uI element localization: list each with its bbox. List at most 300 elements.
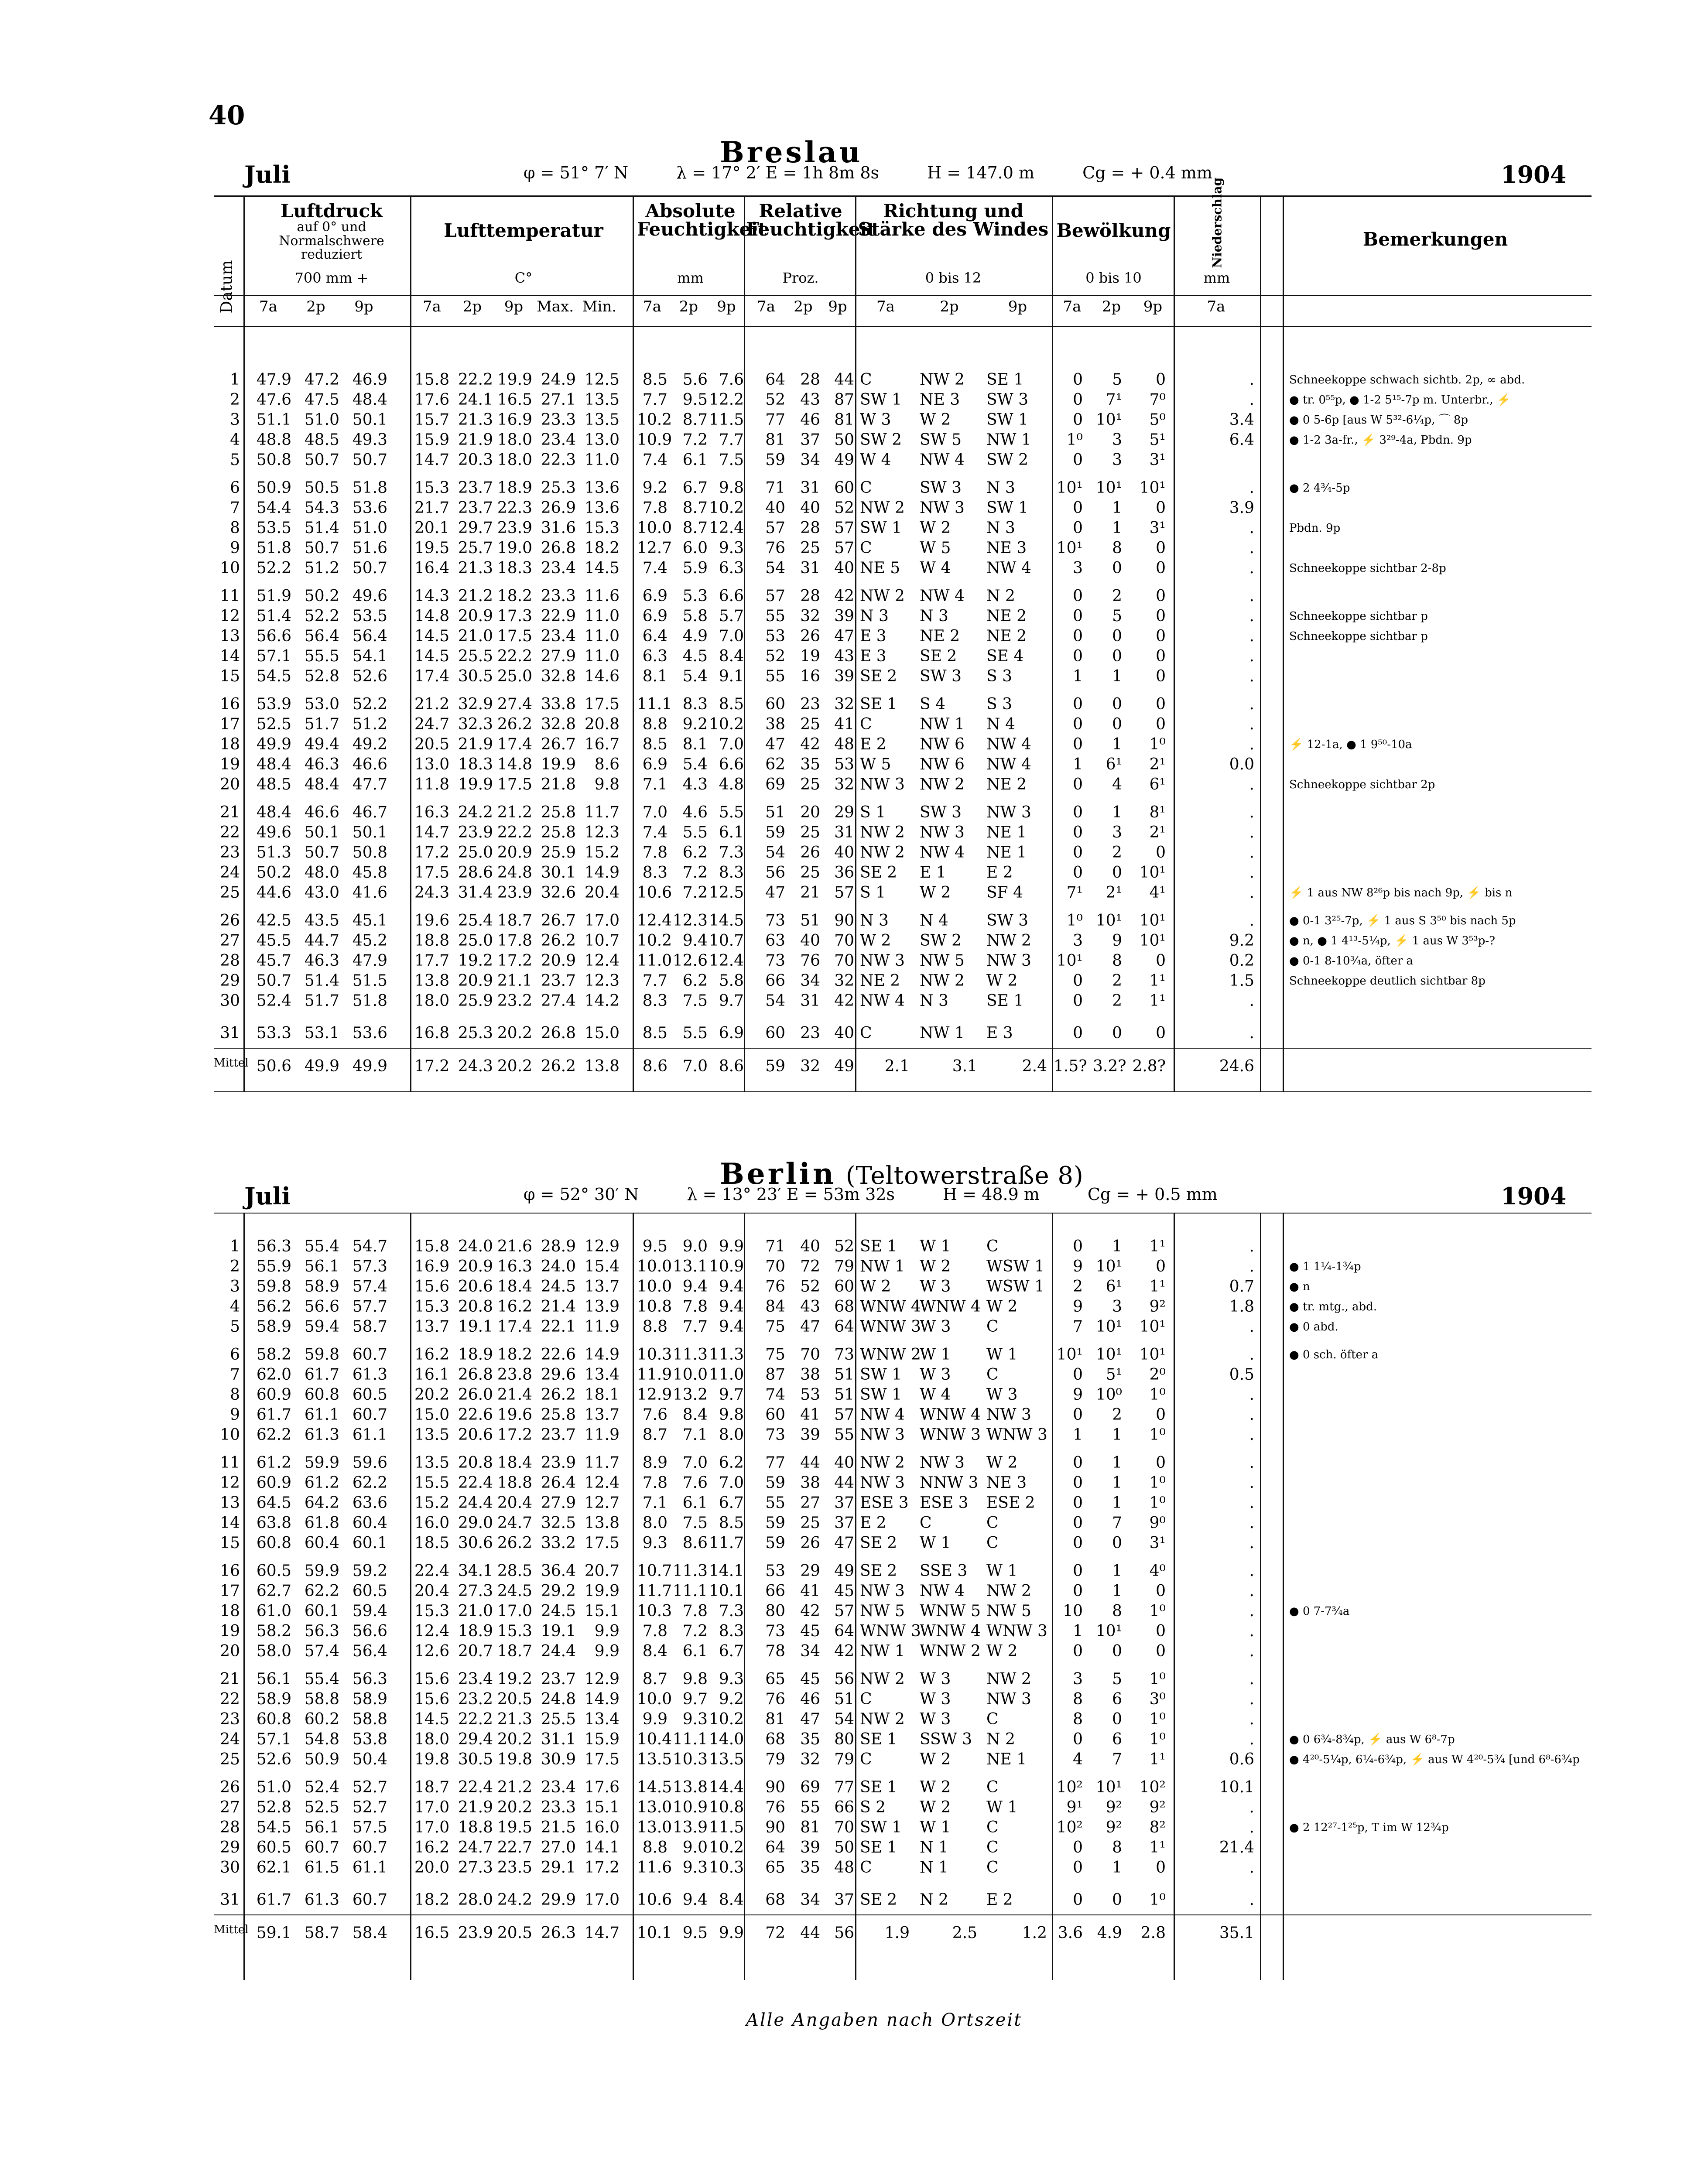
wind-value: W 3 — [860, 411, 891, 429]
wind-value: E 2 — [860, 735, 887, 753]
pressure-value: 59.9 — [304, 1454, 339, 1472]
temperature-value: 14.6 — [584, 667, 620, 685]
temperature-value: 28.0 — [458, 1891, 493, 1909]
temperature-value: 32.5 — [541, 1514, 576, 1532]
temperature-value: 17.4 — [497, 1318, 532, 1336]
cloud-value: 8¹ — [1149, 803, 1166, 821]
pressure-value: 50.4 — [352, 1750, 387, 1768]
rel-humidity-value: 77 — [834, 1778, 854, 1796]
rel-humidity-value: 39 — [800, 1839, 820, 1856]
cloud-value: 4 — [1073, 1750, 1083, 1768]
column-rule — [633, 195, 634, 1091]
day-number: 7 — [230, 1366, 240, 1384]
pressure-value: 59.6 — [352, 1454, 387, 1472]
wind-value: SE 2 — [860, 1562, 897, 1580]
abs-humidity-value: 7.2 — [682, 431, 708, 449]
page-number: 40 — [209, 100, 245, 131]
table-row — [214, 1750, 1592, 1770]
day-number: 28 — [220, 952, 240, 970]
pressure-value: 52.2 — [304, 607, 339, 625]
rel-humidity-value: 81 — [765, 1710, 785, 1728]
cloud-value: 9 — [1112, 932, 1122, 950]
wind-value: N 3 — [860, 912, 889, 930]
wind-value: NW 2 — [860, 499, 905, 517]
header-rule — [214, 326, 1592, 327]
cloud-value: 3 — [1112, 431, 1122, 449]
wind-value: NW 3 — [920, 499, 965, 517]
temperature-value: 15.6 — [414, 1278, 450, 1296]
cloud-value: 7¹ — [1106, 391, 1122, 409]
rel-humidity-value: 70 — [765, 1258, 785, 1275]
temperature-value: 26.9 — [541, 499, 576, 517]
cloud-value: 10¹ — [1095, 411, 1122, 429]
temperature-value: 23.4 — [458, 1670, 493, 1688]
rel-humidity-value: 34 — [800, 1891, 820, 1909]
luftdruck-title: Luftdruck — [280, 200, 383, 222]
pressure-value: 50.8 — [256, 451, 291, 469]
precip-value: 1.5 — [1229, 972, 1254, 990]
precip-value: . — [1249, 1024, 1254, 1042]
rel-humidity-value: 45 — [800, 1670, 820, 1688]
pressure-value: 60.5 — [256, 1839, 291, 1856]
table-row — [214, 1581, 1592, 1601]
wind-value: S 1 — [860, 884, 886, 902]
abs-humidity-value: 13.0 — [637, 1819, 672, 1836]
abs-humidity-value: 8.4 — [719, 1891, 744, 1909]
wind-value: NW 2 — [860, 1454, 905, 1472]
cloud-value: 0 — [1073, 519, 1083, 537]
pressure-value: 60.5 — [352, 1582, 387, 1600]
cloud-value: 10¹ — [1095, 1318, 1122, 1336]
cloud-value: 0 — [1112, 864, 1122, 882]
temperature-value: 15.7 — [414, 411, 450, 429]
temperature-value: 29.6 — [541, 1366, 576, 1384]
abs-humidity-value: 9.5 — [642, 1237, 667, 1255]
mean-label: Mittel — [214, 1056, 249, 1070]
wind-value: W 3 — [986, 1386, 1018, 1404]
abs-humidity-value: 11.7 — [709, 1534, 744, 1552]
wind-value: WNW 4 — [920, 1298, 981, 1316]
cloud-value: 10¹ — [1139, 912, 1166, 930]
temperature-value: 24.9 — [541, 371, 576, 389]
section-rule — [214, 1213, 1592, 1214]
abs-humidity-value: 9.0 — [682, 1839, 708, 1856]
abs-humidity-value: 7.8 — [642, 1474, 667, 1492]
mean-temperature: 14.7 — [584, 1924, 620, 1942]
wind-value: W 2 — [920, 411, 951, 429]
cloud-value: 3¹ — [1149, 1534, 1166, 1552]
table-row — [214, 1778, 1592, 1798]
temperature-value: 22.1 — [541, 1318, 576, 1336]
day-number: 14 — [220, 647, 240, 665]
temperature-value: 13.8 — [414, 972, 450, 990]
wind-value: SW 3 — [986, 391, 1029, 409]
pressure-value: 48.0 — [304, 864, 339, 882]
cloud-value: 0 — [1156, 1258, 1166, 1275]
table-row — [214, 951, 1592, 971]
remark-text: ● 4²⁰-5¼p, 6¼-6¾p, ⚡ aus W 4²⁰-5¾ [und 6⁸-6¾p — [1289, 1753, 1580, 1766]
pressure-value: 52.6 — [352, 667, 387, 685]
pressure-value: 48.8 — [256, 431, 291, 449]
temperature-value: 19.9 — [584, 1582, 620, 1600]
pressure-value: 50.2 — [256, 864, 291, 882]
pressure-value: 48.5 — [256, 776, 291, 793]
table-row — [214, 1317, 1592, 1337]
abs-humidity-value: 5.6 — [682, 371, 708, 389]
precip-value: . — [1249, 1474, 1254, 1492]
temperature-value: 20.7 — [458, 1642, 493, 1660]
column-rule — [744, 195, 745, 1091]
pressure-value: 62.2 — [256, 1426, 291, 1444]
temperature-value: 20.3 — [458, 451, 493, 469]
cloud-value: 5¹ — [1106, 1366, 1122, 1384]
cloud-value: 1 — [1112, 1426, 1122, 1444]
cloud-value: 9² — [1149, 1798, 1166, 1816]
wind-value: C — [986, 1859, 999, 1877]
abs-humidity-value: 6.3 — [642, 647, 667, 665]
remark-text: ● 0 sch. öfter a — [1289, 1348, 1379, 1361]
table-row — [214, 538, 1592, 558]
mean-rel-humidity: 49 — [834, 1057, 854, 1075]
rel-humidity-value: 70 — [834, 1819, 854, 1836]
abs-humidity-value: 6.3 — [719, 559, 744, 577]
rel-humidity-value: 90 — [834, 912, 854, 930]
pressure-value: 56.3 — [352, 1670, 387, 1688]
temperature-value: 11.0 — [584, 647, 620, 665]
pressure-value: 62.1 — [256, 1859, 291, 1877]
cloud-value: 1¹ — [1149, 1237, 1166, 1255]
cloud-value: 0 — [1156, 539, 1166, 557]
day-number: 1 — [230, 1237, 240, 1255]
pressure-value: 61.7 — [304, 1366, 339, 1384]
cloud-value: 0 — [1073, 695, 1083, 713]
temperature-value: 16.5 — [497, 391, 532, 409]
wind-value: W 2 — [920, 1258, 951, 1275]
rel-humidity-value: 39 — [834, 607, 854, 625]
temperature-value: 12.4 — [414, 1622, 450, 1640]
rel-humidity-value: 32 — [800, 1750, 820, 1768]
rel-humidity-value: 57 — [834, 519, 854, 537]
mean-pressure: 59.1 — [256, 1924, 291, 1942]
rel-humidity-value: 47 — [800, 1318, 820, 1336]
obs-time-header: 2p — [679, 298, 698, 315]
temperature-value: 15.1 — [584, 1602, 620, 1620]
rel-humidity-value: 51 — [834, 1366, 854, 1384]
rel-humidity-value: 73 — [765, 1426, 785, 1444]
rel-humidity-value: 80 — [765, 1602, 785, 1620]
abs-humidity-value: 6.0 — [682, 539, 708, 557]
wind-value: N 3 — [986, 519, 1015, 537]
rel-humidity-value: 23 — [800, 1024, 820, 1042]
cloud-value: 2¹ — [1149, 824, 1166, 841]
cloud-value: 0 — [1073, 587, 1083, 605]
temperature-value: 32.6 — [541, 884, 576, 902]
day-number: 16 — [220, 695, 240, 713]
rel-humidity-value: 43 — [800, 391, 820, 409]
temperature-value: 32.3 — [458, 715, 493, 733]
rel-humidity-value: 32 — [834, 972, 854, 990]
cloud-value: 2 — [1112, 992, 1122, 1010]
temperature-value: 23.7 — [541, 1426, 576, 1444]
pressure-value: 54.7 — [352, 1237, 387, 1255]
cloud-value: 1⁰ — [1149, 1494, 1166, 1512]
day-number: 26 — [220, 1778, 240, 1796]
temperature-value: 20.5 — [497, 1690, 532, 1708]
temperature-value: 9.9 — [594, 1642, 620, 1660]
wind-value: W 2 — [860, 1278, 891, 1296]
temperature-value: 18.8 — [497, 1474, 532, 1492]
cloud-value: 10¹ — [1095, 479, 1122, 497]
remark-text: Schneekoppe sichtbar p — [1289, 630, 1428, 643]
temperature-value: 16.2 — [414, 1839, 450, 1856]
year-label: 1904 — [1501, 1182, 1567, 1210]
pressure-value: 60.7 — [352, 1406, 387, 1424]
pressure-value: 57.5 — [352, 1819, 387, 1836]
rel-humidity-value: 47 — [834, 627, 854, 645]
pressure-value: 43.5 — [304, 912, 339, 930]
temperature-value: 17.4 — [414, 667, 450, 685]
temperature-value: 8.6 — [594, 755, 620, 773]
temperature-value: 20.2 — [414, 1386, 450, 1404]
cloud-value: 1¹ — [1149, 1750, 1166, 1768]
cloud-value: 0 — [1156, 1642, 1166, 1660]
temperature-value: 27.4 — [541, 992, 576, 1010]
rel-humidity-value: 47 — [765, 884, 785, 902]
mean-temperature: 13.8 — [584, 1057, 620, 1075]
rel-humidity-value: 54 — [765, 559, 785, 577]
pressure-value: 46.6 — [304, 803, 339, 821]
pressure-value: 50.7 — [352, 559, 387, 577]
temperature-value: 20.6 — [458, 1278, 493, 1296]
precip-value: . — [1249, 715, 1254, 733]
day-number: 17 — [220, 1582, 240, 1600]
cloud-value: 3 — [1112, 824, 1122, 841]
wind-value: N 3 — [860, 607, 889, 625]
wind-value: NW 2 — [920, 371, 965, 389]
day-number: 12 — [220, 1474, 240, 1492]
obs-time-header: 2p — [794, 298, 813, 315]
temperature-value: 26.4 — [541, 1474, 576, 1492]
temperature-value: 18.3 — [458, 755, 493, 773]
day-number: 30 — [220, 992, 240, 1010]
temperature-value: 23.7 — [458, 499, 493, 517]
temperature-value: 18.4 — [497, 1454, 532, 1472]
remark-text: ● 1-2 3a-fr., ⚡ 3²⁹-4a, Pbdn. 9p — [1289, 434, 1472, 447]
wind-value: SW 5 — [920, 431, 962, 449]
pressure-value: 58.8 — [352, 1710, 387, 1728]
wind-value: NE 1 — [986, 1750, 1027, 1768]
pressure-value: 51.0 — [256, 1778, 291, 1796]
day-number: 6 — [230, 1346, 240, 1364]
rel-humidity-value: 73 — [834, 1346, 854, 1364]
abs-humidity-value: 9.3 — [682, 1859, 708, 1877]
pressure-value: 63.8 — [256, 1514, 291, 1532]
column-rule — [243, 1213, 245, 1980]
table-row — [214, 735, 1592, 755]
table-row — [214, 1818, 1592, 1838]
column-rule — [855, 195, 856, 1091]
wind-value: SE 4 — [986, 647, 1024, 665]
temperature-value: 19.6 — [497, 1406, 532, 1424]
abs-humidity-value: 10.3 — [637, 1602, 672, 1620]
rel-humidity-value: 78 — [765, 1642, 785, 1660]
temperature-value: 14.9 — [584, 1690, 620, 1708]
remark-text: Pbdn. 9p — [1289, 522, 1341, 535]
pressure-value: 49.2 — [352, 735, 387, 753]
rel-humidity-value: 55 — [834, 1426, 854, 1444]
rel-humidity-value: 50 — [834, 1839, 854, 1856]
rel-humidity-value: 71 — [765, 1237, 785, 1255]
temperature-value: 11.8 — [414, 776, 450, 793]
table-row — [214, 1601, 1592, 1621]
wind-value: W 4 — [920, 559, 951, 577]
wind-value: W 4 — [920, 1386, 951, 1404]
day-number: 30 — [220, 1859, 240, 1877]
abs-humidity-value: 13.5 — [637, 1750, 672, 1768]
table-row — [214, 498, 1592, 518]
cloud-value: 0 — [1156, 952, 1166, 970]
wind-value: C — [986, 1839, 999, 1856]
wind-value: NW 2 — [920, 776, 965, 793]
abs-humidity-unit: mm — [677, 270, 704, 286]
abs-humidity-value: 4.9 — [682, 627, 708, 645]
temperature-value: 23.9 — [541, 1454, 576, 1472]
precip-value: 3.4 — [1229, 411, 1254, 429]
obs-time-header: 7a — [1063, 298, 1082, 315]
pressure-value: 50.7 — [352, 451, 387, 469]
temperature-value: 25.9 — [458, 992, 493, 1010]
abs-humidity-value: 7.5 — [719, 451, 744, 469]
pressure-value: 58.9 — [256, 1690, 291, 1708]
abs-humidity-value: 8.4 — [642, 1642, 667, 1660]
abs-humidity-value: 7.0 — [682, 1454, 708, 1472]
precip-value: . — [1249, 647, 1254, 665]
wind-value: W 1 — [920, 1819, 951, 1836]
rel-humidity-value: 79 — [834, 1750, 854, 1768]
temperature-value: 13.6 — [584, 479, 620, 497]
wind-value: N 4 — [986, 715, 1015, 733]
rel-humidity-header: Relative Feuchtigkeit — [746, 200, 876, 240]
abs-humidity-value: 10.3 — [637, 1346, 672, 1364]
table-row — [214, 1709, 1592, 1730]
cloud-value: 1⁰ — [1149, 1602, 1166, 1620]
rel-humidity-value: 76 — [765, 1278, 785, 1296]
abs-humidity-value: 7.4 — [642, 824, 667, 841]
rel-humidity-value: 70 — [834, 932, 854, 950]
wind-value: SE 2 — [860, 1891, 897, 1909]
cloud-value: 0 — [1073, 1024, 1083, 1042]
temperature-value: 14.9 — [584, 864, 620, 882]
wind-value: WNW 3 — [986, 1622, 1047, 1640]
temperature-value: 18.2 — [497, 1346, 532, 1364]
wind-value: W 2 — [860, 932, 891, 950]
temperature-value: 16.9 — [414, 1258, 450, 1275]
remark-text: ● tr. 0⁵⁵p, ● 1-2 5¹⁵-7p m. Unterbr., ⚡ — [1289, 393, 1511, 407]
table-row — [214, 1297, 1592, 1317]
temperature-value: 23.4 — [541, 627, 576, 645]
cloud-value: 0 — [1156, 715, 1166, 733]
cloud-value: 0 — [1112, 1710, 1122, 1728]
rel-humidity-value: 26 — [800, 627, 820, 645]
temperature-value: 22.9 — [541, 607, 576, 625]
abs-humidity-value: 7.8 — [682, 1602, 708, 1620]
day-number: 18 — [220, 735, 240, 753]
wind-value: W 2 — [986, 1298, 1018, 1316]
abs-humidity-value: 5.9 — [682, 559, 708, 577]
temperature-value: 15.3 — [414, 1298, 450, 1316]
wind-value: N 2 — [920, 1891, 948, 1909]
abs-humidity-value: 6.9 — [642, 755, 667, 773]
pressure-value: 54.1 — [352, 647, 387, 665]
table-row — [214, 626, 1592, 646]
rel-humidity-value: 41 — [800, 1406, 820, 1424]
abs-humidity-value: 7.8 — [642, 1622, 667, 1640]
cloud-value: 1⁰ — [1149, 1670, 1166, 1688]
temperature-value: 25.3 — [541, 479, 576, 497]
temperature-value: 21.2 — [458, 587, 493, 605]
pressure-value: 48.5 — [304, 431, 339, 449]
obs-time-header: 7a — [757, 298, 775, 315]
temperature-value: 21.3 — [458, 559, 493, 577]
temperature-value: 22.2 — [458, 371, 493, 389]
cloud-value: 7⁰ — [1149, 391, 1166, 409]
temperature-value: 26.8 — [541, 1024, 576, 1042]
cloud-value: 0 — [1156, 587, 1166, 605]
cloud-value: 9² — [1149, 1298, 1166, 1316]
rel-humidity-value: 27 — [800, 1494, 820, 1512]
mean-temperature: 26.3 — [541, 1924, 576, 1942]
rel-humidity-value: 73 — [765, 952, 785, 970]
rel-humidity-value: 59 — [765, 1534, 785, 1552]
precip-value: 9.2 — [1229, 932, 1254, 950]
temperature-value: 26.2 — [541, 932, 576, 950]
abs-humidity-value: 7.0 — [642, 803, 667, 821]
wind-value: WSW 1 — [986, 1258, 1045, 1275]
pressure-value: 60.7 — [352, 1346, 387, 1364]
temperature-value: 17.0 — [497, 1602, 532, 1620]
cloud-value: 0 — [1112, 695, 1122, 713]
pressure-value: 47.5 — [304, 391, 339, 409]
abs-humidity-value: 12.2 — [709, 391, 744, 409]
temperature-value: 20.9 — [458, 1258, 493, 1275]
rel-humidity-value: 73 — [765, 1622, 785, 1640]
rel-humidity-value: 32 — [800, 607, 820, 625]
temperature-value: 23.8 — [497, 1366, 532, 1384]
wind-value: C — [860, 715, 872, 733]
mean-pressure: 49.9 — [304, 1057, 339, 1075]
temperature-value: 17.0 — [414, 1819, 450, 1836]
column-rule — [243, 195, 245, 1091]
rel-humidity-value: 40 — [834, 1454, 854, 1472]
rel-humidity-value: 34 — [800, 451, 820, 469]
cloud-value: 1 — [1112, 519, 1122, 537]
pressure-value: 49.4 — [304, 735, 339, 753]
wind-value: C — [860, 539, 872, 557]
temperature-value: 18.4 — [497, 1278, 532, 1296]
temperature-value: 21.3 — [458, 411, 493, 429]
rel-humidity-value: 49 — [834, 1562, 854, 1580]
rel-humidity-value: 59 — [765, 451, 785, 469]
temperature-value: 18.2 — [414, 1891, 450, 1909]
temperature-header: Lufttemperatur — [444, 220, 603, 241]
rel-humidity-value: 56 — [834, 1670, 854, 1688]
rel-humidity-value: 69 — [765, 776, 785, 793]
wind-value: NE 2 — [986, 607, 1027, 625]
remark-text: ● 0-1 8-10¾a, öfter a — [1289, 954, 1414, 967]
remark-text: Schneekoppe deutlich sichtbar 8p — [1289, 974, 1486, 988]
temperature-value: 16.1 — [414, 1366, 450, 1384]
pressure-value: 56.6 — [352, 1622, 387, 1640]
